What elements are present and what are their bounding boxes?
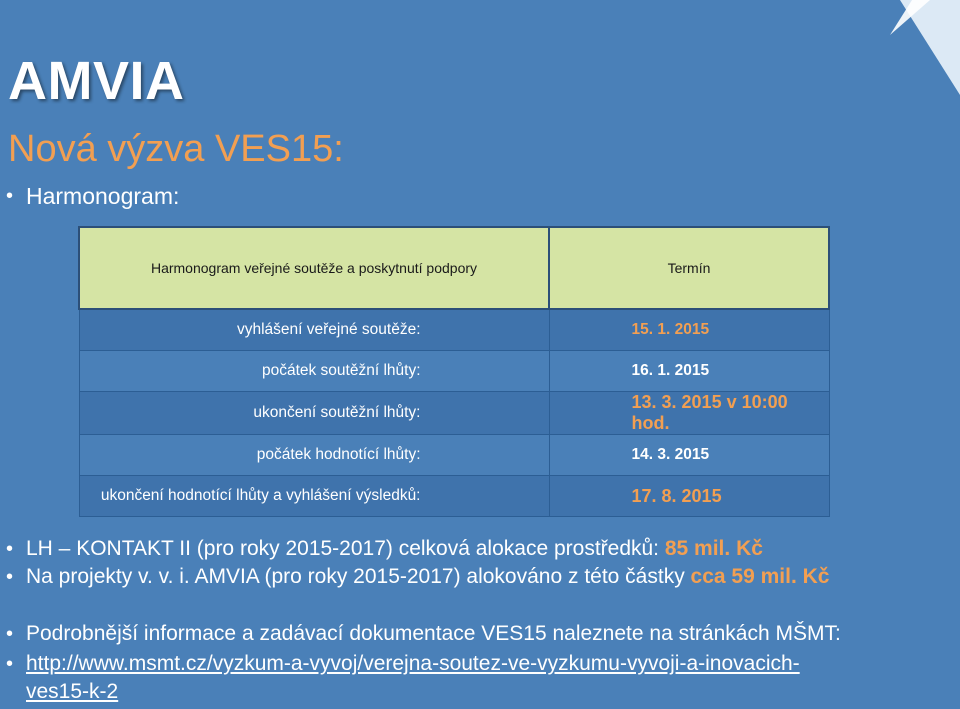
msmt-link[interactable]: http://www.msmt.cz/vyzkum-a-vyvoj/verejna-soutez-ve-vyzkumu-vyvoji-a-inovacich- [26,652,800,675]
table-header-row [79,227,829,309]
corner-decoration [890,0,960,95]
bullet-dot: • [6,653,14,675]
header-date: Termín [549,227,829,309]
bullet-harmonogram: • Harmonogram: [6,183,180,209]
table-row [79,435,829,476]
table-row [79,309,829,351]
bullet-dot: • [6,566,14,588]
bullet-dot: • [6,185,14,207]
bullet-projects: • Na projekty v. v. i. AMVIA (pro roky 2015-2017) alokováno z této částky cca 59 mil. Kč [6,563,829,591]
row-date: 15. 1. 2015 [549,309,829,351]
row-date: 16. 1. 2015 [549,351,829,392]
bullet-link [6,650,800,706]
header-phase: Harmonogram veřejné soutěže a poskytnutí podpory [79,227,549,309]
row-label: ukončení hodnotící lhůty a vyhlášení výsledků: [79,476,549,517]
schedule-table [78,226,830,517]
row-label: ukončení soutěžní lhůty: [79,392,549,435]
row-date: 17. 8. 2015 [549,476,829,517]
table-row [79,476,829,517]
table-row [79,392,829,435]
row-label: počátek hodnotící lhůty: [79,435,549,476]
bullet-info: • Podrobnější informace a zadávací dokumentace VES15 naleznete na stránkách MŠMT: [6,620,841,648]
allocation-amount: 85 mil. Kč [664,537,763,560]
msmt-link-continued[interactable]: ves15-k-2 [26,680,119,703]
project-amount: cca 59 mil. Kč [690,565,830,588]
row-label: vyhlášení veřejné soutěže: [79,309,549,351]
row-label: počátek soutěžní lhůty: [79,351,549,392]
row-date: 14. 3. 2015 [549,435,829,476]
page-title: AMVIA [8,51,185,111]
bullet-dot: • [6,623,14,645]
page-subtitle: Nová výzva VES15: [8,128,344,170]
bullet-allocation: • LH – KONTAKT II (pro roky 2015-2017) celková alokace prostředků: 85 mil. Kč [6,535,763,563]
table-row [79,351,829,392]
row-date: 13. 3. 2015 v 10:00 hod. [549,392,829,435]
bullet-dot: • [6,538,14,560]
